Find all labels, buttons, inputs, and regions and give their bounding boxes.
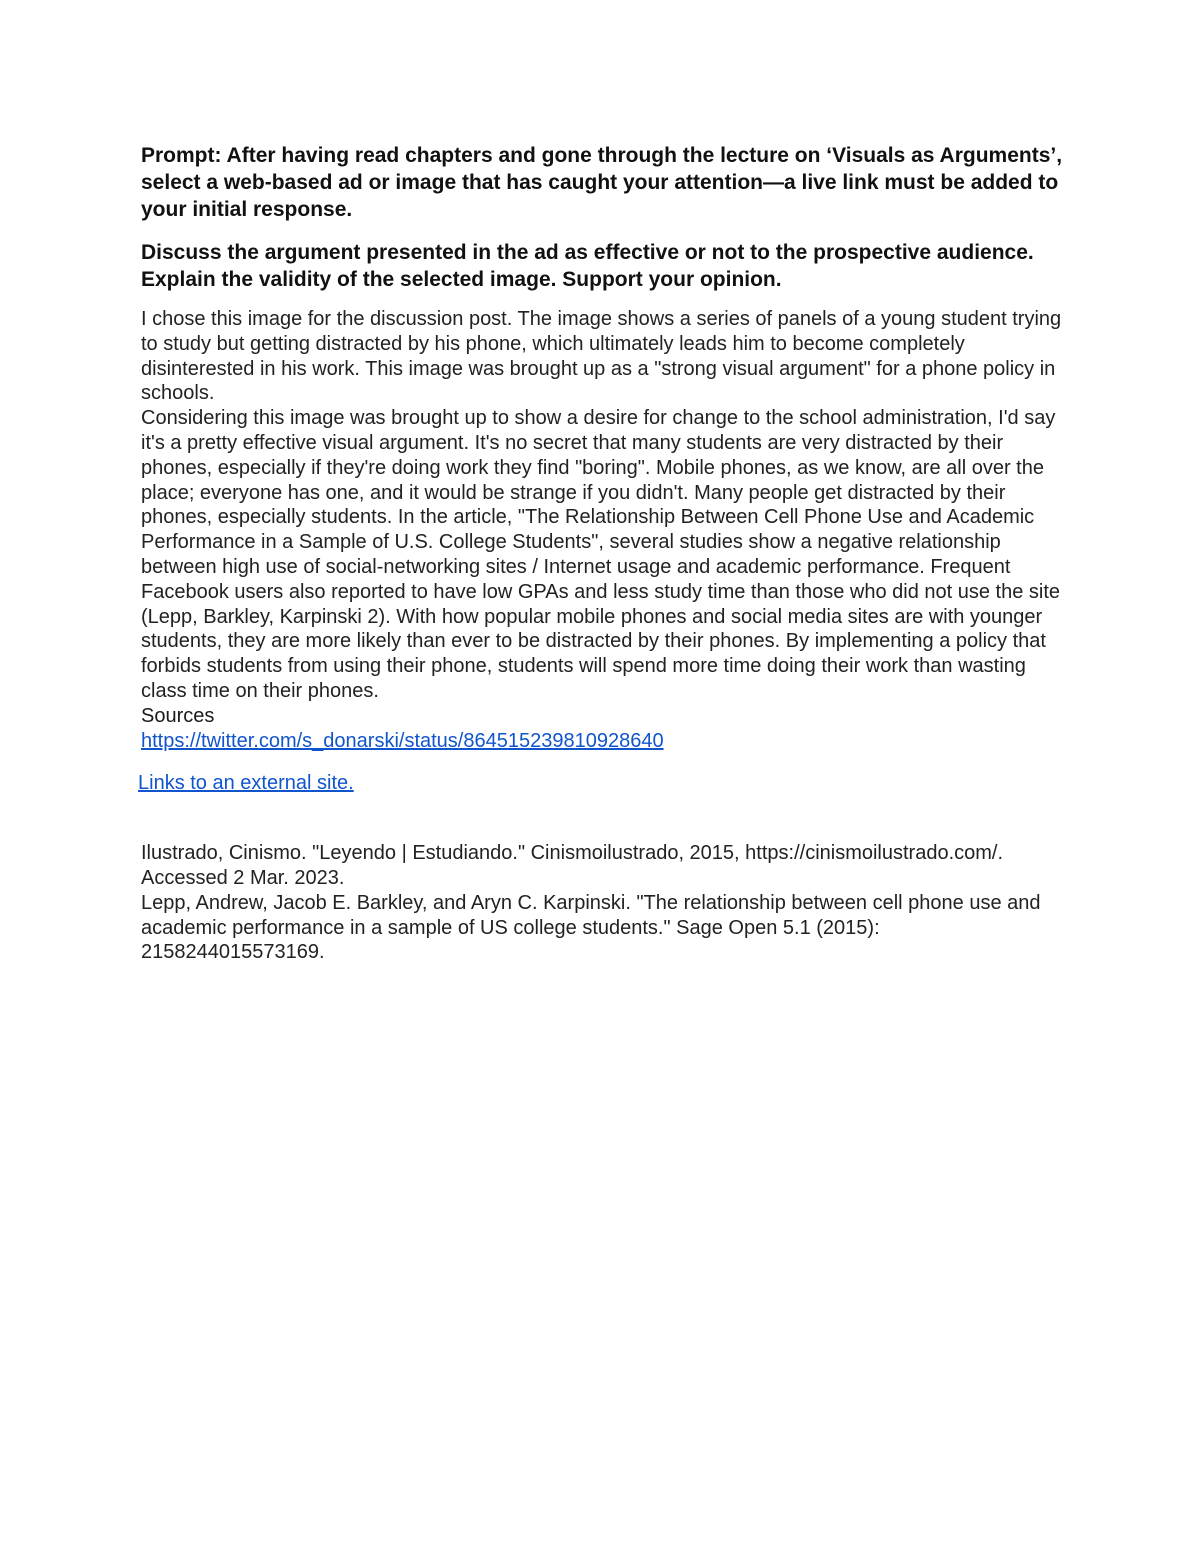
- external-site-link[interactable]: Links to an external site.: [138, 772, 354, 795]
- response-paragraph-1: I chose this image for the discussion post. The image shows a series of panels of a young student trying to study but getting distracted by his phone, which ultimately leads him to become completely disinterested in his work. This image was brought up as a "strong visual argument" for a phone policy in schools.: [141, 308, 1062, 405]
- citation-2: Lepp, Andrew, Jacob E. Barkley, and Aryn C. Karpinski. "The relationship between cell phone use and academic performance in a sample of US college students." Sage Open 5.1 (2015): 2158244015573169.: [141, 891, 1041, 964]
- document-page: [138, 142, 1066, 965]
- prompt-instructions: Discuss the argument presented in the ad as effective or not to the prospective audience. Explain the validity of the selected image. Support your opinion.: [141, 241, 1034, 291]
- citation-1: Ilustrado, Cinismo. "Leyendo | Estudiando." Cinismoilustrado, 2015, https://cinismoilustrado.com/. Accessed 2 Mar. 2023.: [141, 842, 1004, 889]
- twitter-source-link[interactable]: https://twitter.com/s_donarski/status/864515239810928640: [141, 729, 664, 752]
- response-body: [138, 307, 1066, 796]
- citations-list: [141, 841, 1066, 965]
- sources-label: Sources: [141, 704, 215, 727]
- response-paragraph-2: Considering this image was brought up to show a desire for change to the school administration, I'd say it's a pretty effective visual argument. It's no secret that many students are very distracted by their phones, especially if they're doing work they find "boring". Mobile phones, as we know, are all over the place; everyone has one, and it would be strange if you didn't. Many people get distracted by their phones, especially students. In the article, "The Relationship Between Cell Phone Use and Academic Performance in a Sample of U.S. College Students", several studies show a negative relationship between high use of social-networking sites / Internet usage and academic performance. Frequent Facebook users also reported to have low GPAs and less study time than those who did not use the site (Lepp, Barkley, Karpinski 2). With how popular mobile phones and social media sites are with younger students, they are more likely than ever to be distracted by their phones. By implementing a policy that forbids students from using their phone, students will spend more time doing their work than wasting class time on their phones.: [141, 407, 1061, 702]
- prompt-heading: Prompt: After having read chapters and gone through the lecture on ‘Visuals as Arguments’, select a web-based ad or image that has caught your attention—a live link must be added to your initial response.: [141, 144, 1063, 221]
